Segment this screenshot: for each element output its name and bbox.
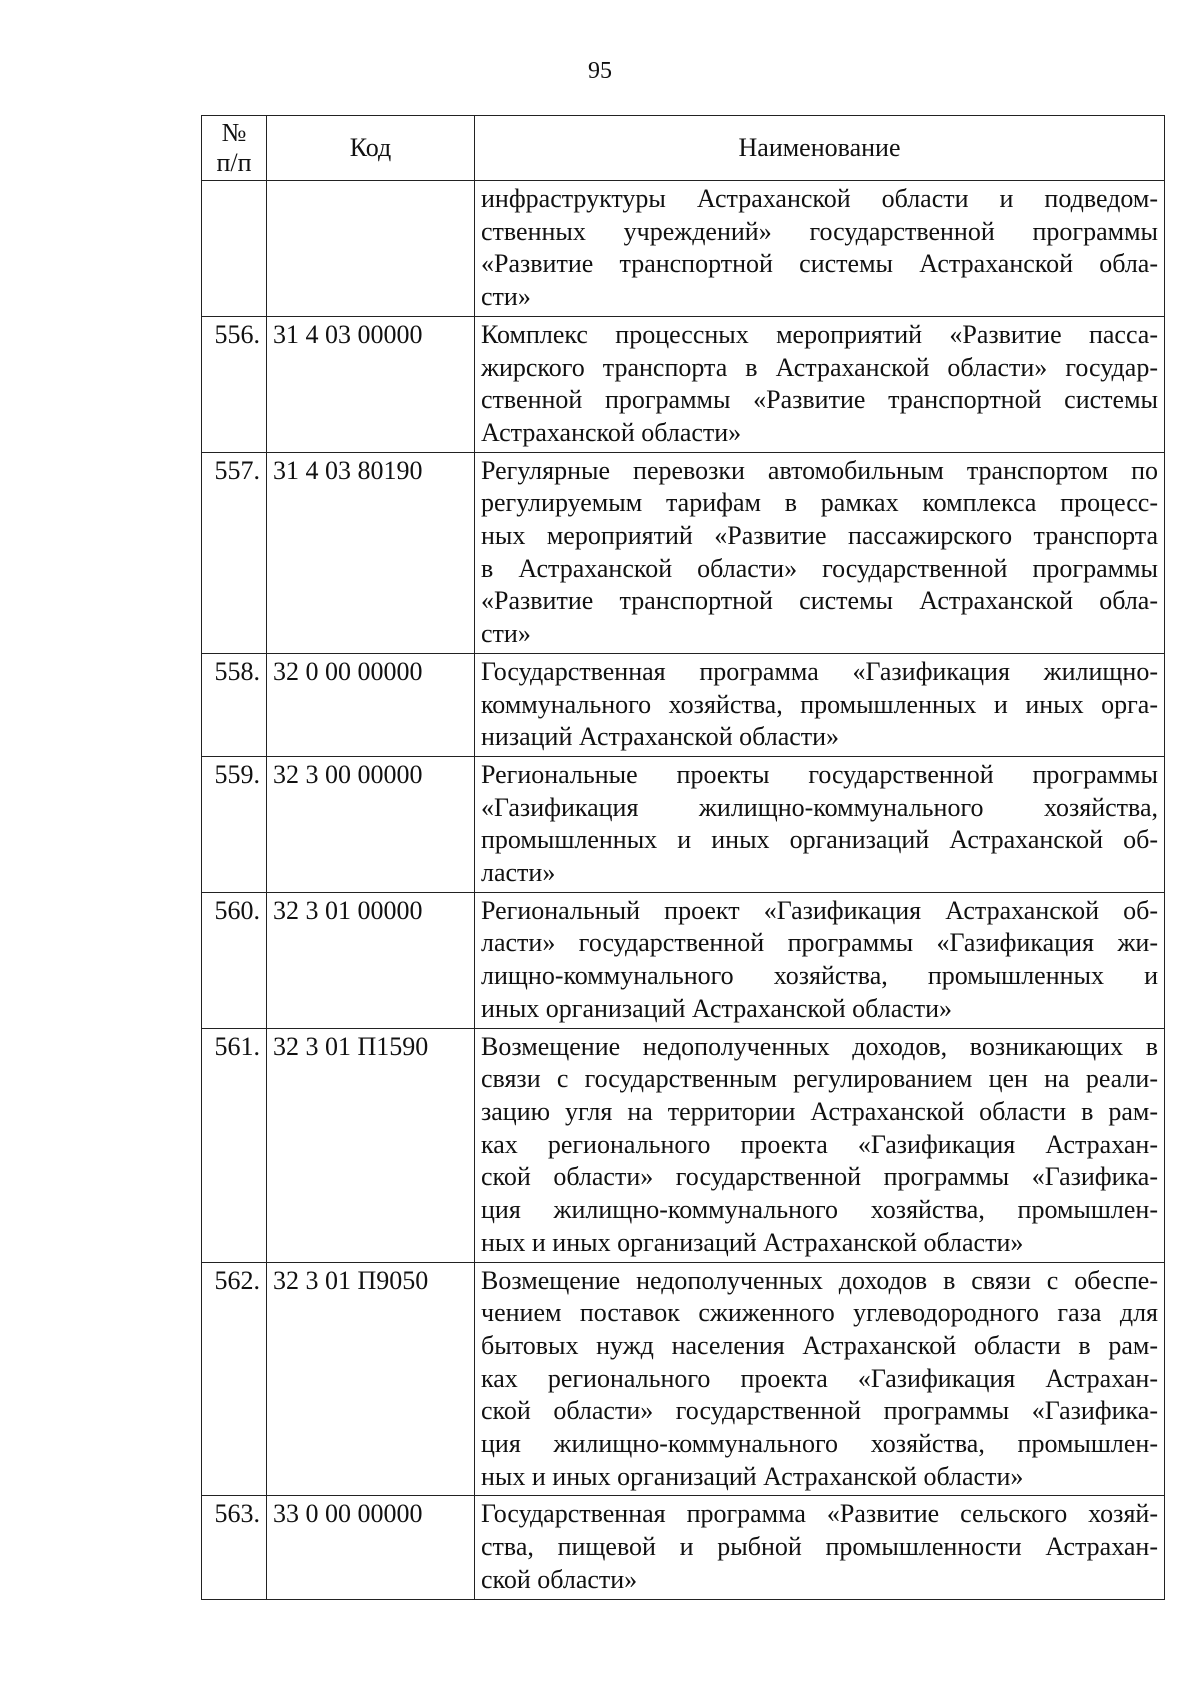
row-name-line: зацию угля на территории Астраханской области в рам- [481, 1096, 1158, 1126]
table-row [202, 1028, 1165, 1262]
page-number: 95 [588, 58, 612, 84]
row-name-line: сти» [481, 619, 531, 649]
row-name-line: Регулярные перевозки автомобильным транспортом по [481, 455, 1158, 485]
row-code: 32 3 00 00000 [267, 756, 475, 892]
row-name-line: в Астраханской области» государственной программы [481, 553, 1158, 583]
row-number: 558. [202, 653, 267, 756]
row-name-line: регулируемым тарифам в рамках комплекса процесс- [481, 488, 1158, 518]
row-name [475, 452, 1165, 653]
row-code [267, 181, 475, 317]
table-row [202, 316, 1165, 452]
row-number: 556. [202, 316, 267, 452]
row-name-line: чением поставок сжиженного углеводородного газа для [481, 1298, 1158, 1328]
row-name-line: ства, пищевой и рыбной промышленности Астрахан- [481, 1532, 1158, 1562]
header-name: Наименование [475, 116, 1165, 181]
row-name-line: ных и иных организаций Астраханской области» [481, 1227, 1024, 1257]
row-name-line: ской области» государственной программы «Газифика- [481, 1162, 1158, 1192]
row-name-line: Комплекс процессных мероприятий «Развитие пасса- [481, 319, 1158, 349]
row-name-line: ных и иных организаций Астраханской области» [481, 1461, 1024, 1491]
row-name [475, 756, 1165, 892]
row-name-line: «Газификация жилищно-коммунального хозяйства, [481, 792, 1158, 822]
row-name [475, 653, 1165, 756]
row-name [475, 181, 1165, 317]
row-name-line: связи с государственным регулированием цен на реали- [481, 1064, 1158, 1094]
row-name-line: «Развитие транспортной системы Астраханской обла- [481, 249, 1158, 279]
row-name-line: промышленных и иных организаций Астраханской об- [481, 825, 1158, 855]
row-number: 563. [202, 1496, 267, 1599]
table-row [202, 892, 1165, 1028]
table-header-row [202, 116, 1165, 181]
budget-code-table [201, 115, 1165, 1600]
row-code: 32 3 01 П1590 [267, 1028, 475, 1262]
row-number: 557. [202, 452, 267, 653]
row-name-line: Астраханской области» [481, 417, 742, 447]
table-row [202, 756, 1165, 892]
row-name [475, 316, 1165, 452]
row-name-line: ках регионального проекта «Газификация Астрахан- [481, 1363, 1158, 1393]
table-row [202, 452, 1165, 653]
row-number: 559. [202, 756, 267, 892]
row-code: 31 4 03 80190 [267, 452, 475, 653]
row-code: 31 4 03 00000 [267, 316, 475, 452]
table-row [202, 1496, 1165, 1599]
row-name-line: ской области» государственной программы «Газифика- [481, 1396, 1158, 1426]
row-name-line: Государственная программа «Развитие сельского хозяй- [481, 1499, 1158, 1529]
table-row [202, 1262, 1165, 1496]
row-name-line: Возмещение недополученных доходов, возникающих в [481, 1031, 1158, 1061]
row-name-line: ласти» [481, 858, 556, 888]
table-body [202, 181, 1165, 1600]
table-row [202, 653, 1165, 756]
row-name [475, 1262, 1165, 1496]
header-number [202, 116, 267, 181]
row-number: 560. [202, 892, 267, 1028]
row-name-line: низаций Астраханской области» [481, 722, 840, 752]
row-name [475, 1496, 1165, 1599]
row-name-line: Региональный проект «Газификация Астраханской об- [481, 895, 1158, 925]
row-code: 32 3 01 П9050 [267, 1262, 475, 1496]
row-name-line: коммунального хозяйства, промышленных и иных орга- [481, 689, 1158, 719]
table-row [202, 181, 1165, 317]
row-number: 562. [202, 1262, 267, 1496]
header-number-sign: № [221, 118, 247, 147]
row-name-line: ция жилищно-коммунального хозяйства, промышлен- [481, 1429, 1158, 1459]
row-name-line: Возмещение недополученных доходов в связи с обеспе- [481, 1265, 1158, 1295]
row-name [475, 892, 1165, 1028]
row-name-line: ных мероприятий «Развитие пассажирского транспорта [481, 521, 1158, 551]
row-number [202, 181, 267, 317]
row-name-line: сти» [481, 282, 531, 312]
row-name-line: ственных учреждений» государственной программы [481, 216, 1158, 246]
row-name-line: ственной программы «Развитие транспортной системы [481, 385, 1158, 415]
row-number: 561. [202, 1028, 267, 1262]
row-code: 32 0 00 00000 [267, 653, 475, 756]
header-code: Код [267, 116, 475, 181]
header-number-abbr: п/п [216, 148, 252, 177]
row-name-line: «Развитие транспортной системы Астраханской обла- [481, 586, 1158, 616]
row-name [475, 1028, 1165, 1262]
row-name-line: бытовых нужд населения Астраханской области в рам- [481, 1330, 1158, 1360]
row-code: 32 3 01 00000 [267, 892, 475, 1028]
row-name-line: ской области» [481, 1564, 638, 1594]
row-name-line: иных организаций Астраханской области» [481, 993, 953, 1023]
row-name-line: лищно-коммунального хозяйства, промышленных и [481, 961, 1158, 991]
row-name-line: Государственная программа «Газификация жилищно- [481, 656, 1158, 686]
row-name-line: инфраструктуры Астраханской области и подведом- [481, 184, 1158, 213]
row-name-line: ласти» государственной программы «Газификация жи- [481, 928, 1158, 958]
row-name-line: Региональные проекты государственной программы [481, 759, 1158, 789]
row-name-line: жирского транспорта в Астраханской области» государ- [481, 352, 1158, 382]
row-code: 33 0 00 00000 [267, 1496, 475, 1599]
row-name-line: ках регионального проекта «Газификация Астрахан- [481, 1129, 1158, 1159]
row-name-line: ция жилищно-коммунального хозяйства, промышлен- [481, 1195, 1158, 1225]
